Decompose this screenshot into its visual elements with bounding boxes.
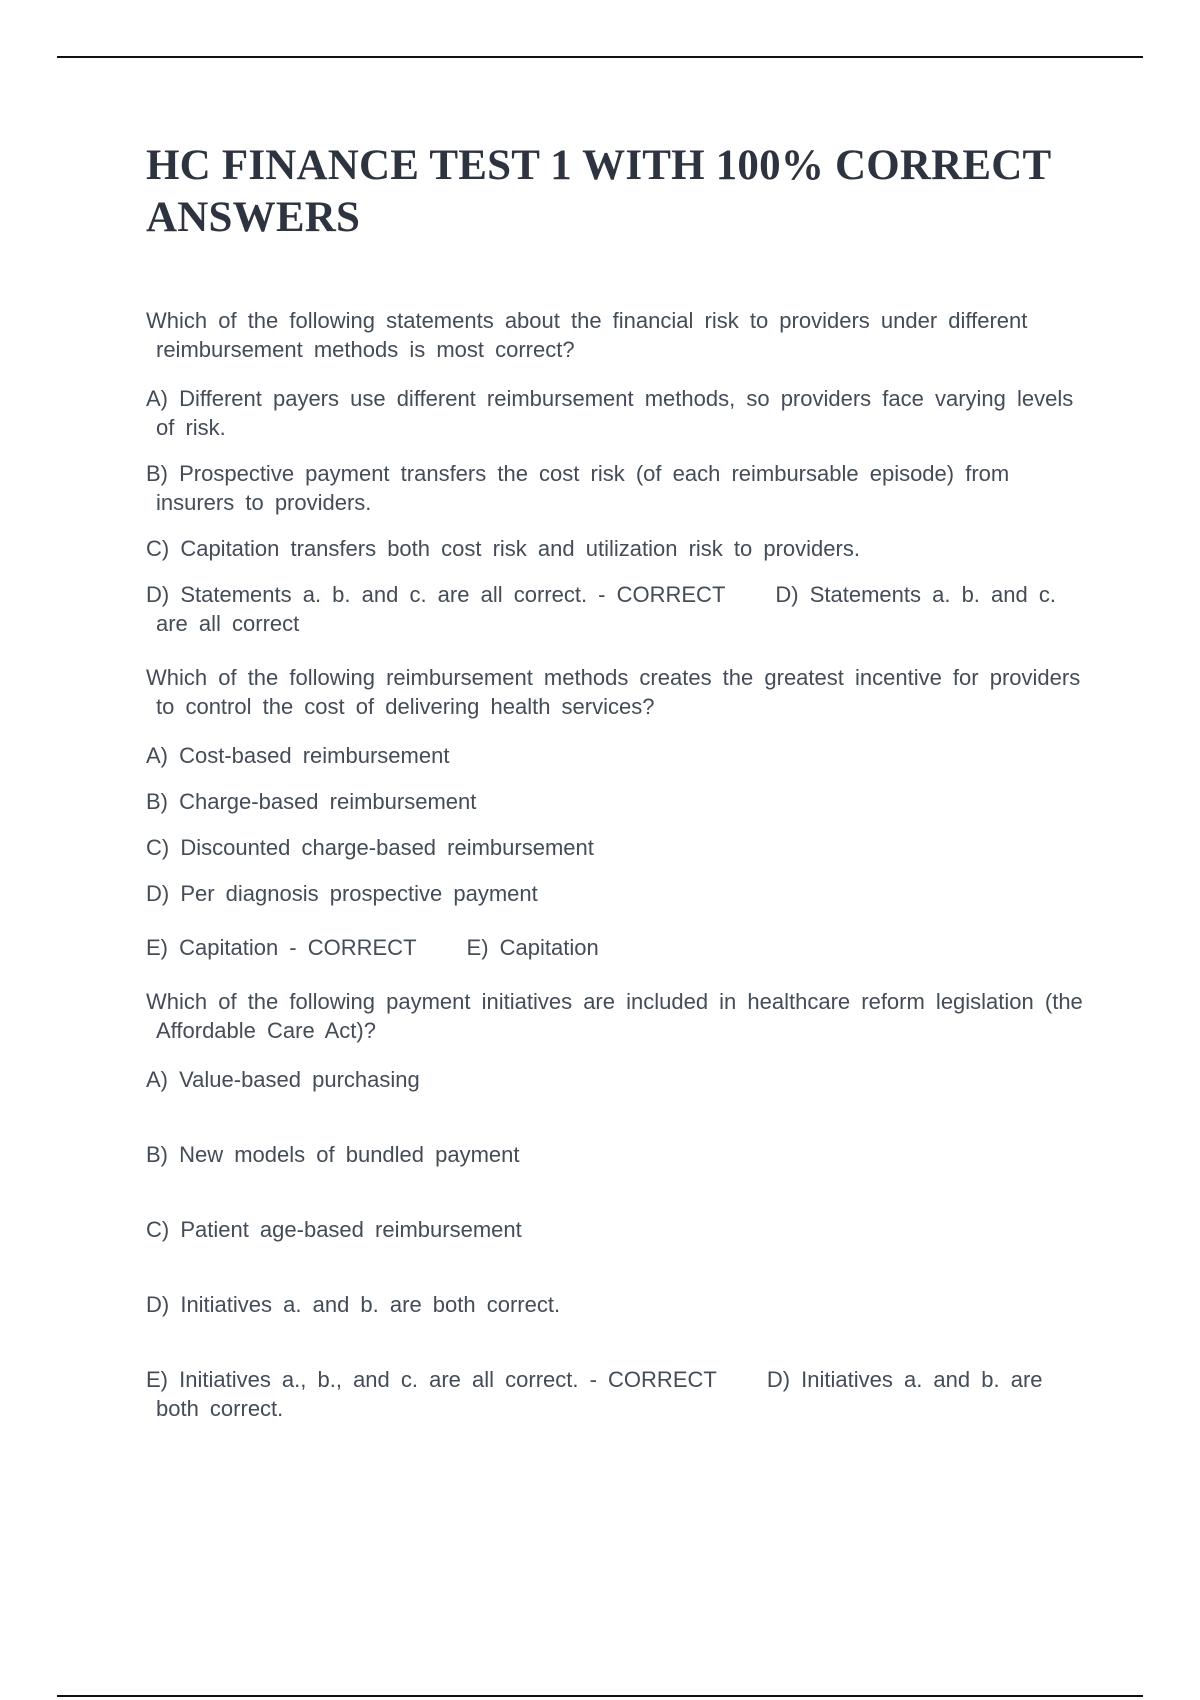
correct-option-text: E) Capitation - CORRECT bbox=[146, 935, 417, 960]
answer-option-correct bbox=[146, 580, 1086, 638]
correct-answer: D) Statements a. b. and c. are all correct bbox=[156, 582, 1056, 636]
answer-option: A) Value-based purchasing bbox=[146, 1067, 420, 1092]
answer-option: C) Capitation transfers both cost risk and utilization risk to providers. bbox=[146, 536, 860, 561]
question-block-1 bbox=[146, 306, 1086, 638]
answer-option-correct bbox=[146, 1365, 1086, 1423]
question-prompt: Which of the following reimbursement methods creates the greatest incentive for providers to control the cost of delivering health services? bbox=[146, 665, 1081, 719]
answer-option: D) Per diagnosis prospective payment bbox=[146, 881, 538, 906]
answer-option: B) Prospective payment transfers the cost risk (of each reimbursable episode) from insurers to providers. bbox=[146, 461, 1010, 515]
answer-option: B) Charge-based reimbursement bbox=[146, 789, 477, 814]
question-prompt: Which of the following statements about the financial risk to providers under different reimbursement methods is most correct? bbox=[146, 308, 1028, 362]
answer-option: A) Cost-based reimbursement bbox=[146, 743, 450, 768]
document-body bbox=[146, 140, 1086, 1440]
answer-option: B) New models of bundled payment bbox=[146, 1142, 520, 1167]
question-prompt: Which of the following payment initiatives are included in healthcare reform legislation (the Affordable Care Act)? bbox=[146, 989, 1083, 1043]
correct-answer: D) Initiatives a. and b. are both correct. bbox=[156, 1367, 1043, 1421]
answer-option: A) Different payers use different reimbursement methods, so providers face varying levels of risk. bbox=[146, 386, 1074, 440]
top-rule bbox=[57, 56, 1143, 58]
document-title: HC FINANCE TEST 1 WITH 100% CORRECT ANSWERS bbox=[146, 142, 1051, 241]
question-block-3 bbox=[146, 987, 1086, 1423]
correct-answer: E) Capitation bbox=[466, 935, 599, 960]
answer-option-correct bbox=[146, 933, 1086, 962]
correct-option-text: E) Initiatives a., b., and c. are all correct. - CORRECT bbox=[146, 1367, 717, 1392]
answer-option: D) Initiatives a. and b. are both correct. bbox=[146, 1292, 561, 1317]
question-block-2 bbox=[146, 663, 1086, 962]
bottom-rule bbox=[57, 1695, 1143, 1697]
correct-option-text: D) Statements a. b. and c. are all correct. - CORRECT bbox=[146, 582, 726, 607]
answer-option: C) Patient age-based reimbursement bbox=[146, 1217, 522, 1242]
answer-option: C) Discounted charge-based reimbursement bbox=[146, 835, 594, 860]
